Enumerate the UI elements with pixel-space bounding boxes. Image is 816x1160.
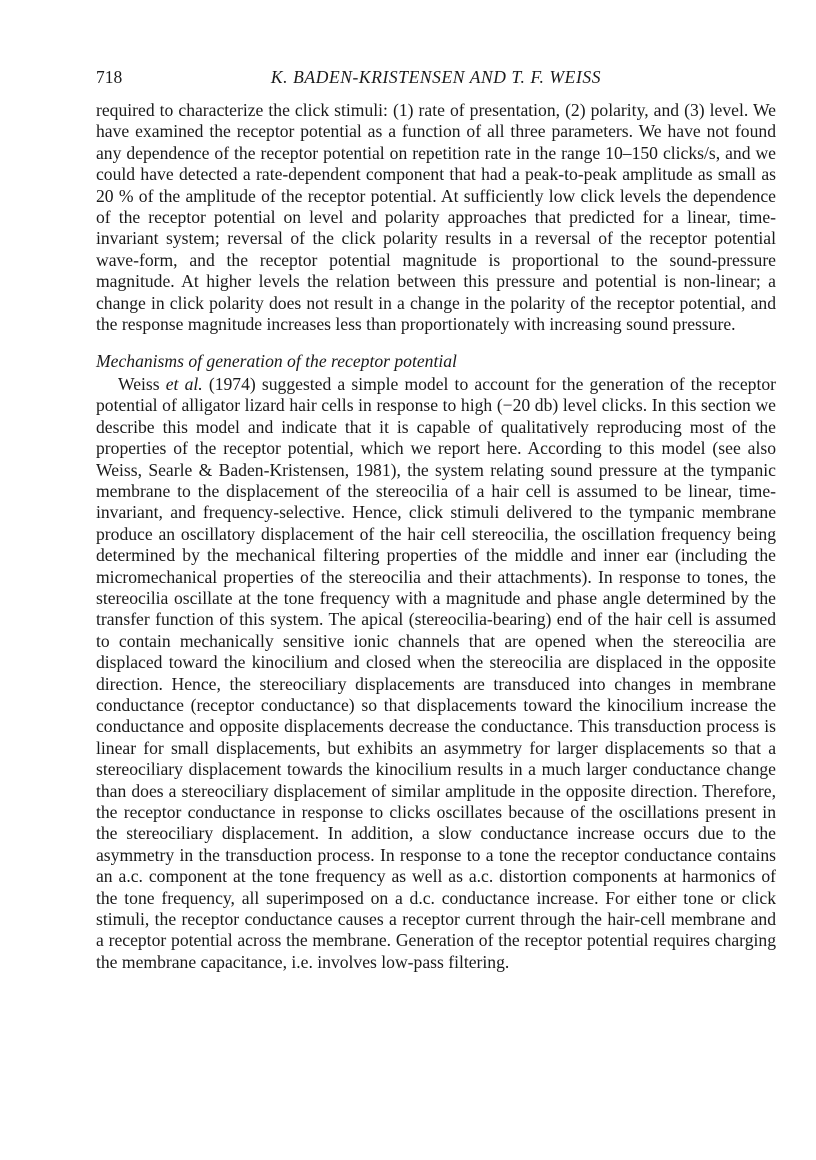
body-paragraph-2 bbox=[96, 374, 776, 973]
page bbox=[96, 62, 776, 973]
body-paragraph-2-text: (1974) suggested a simple model to account for the generation of the receptor potential of alligator lizard hair cells in response to high (−20 db) level clicks. In this section we describe this model and indicate that it is capable of qualitatively reproducing most of the properties of the receptor potential, which we report here. According to this model (see also Weiss, Searle & Baden-Kristensen, 1981), the system relating sound pressure at the tympanic membrane to the displacement of the stereocilia of a hair cell is assumed to be linear, time-invariant, and frequency-selective. Hence, click stimuli delivered to the tympanic membrane produce an oscillatory displacement of the hair cell stereocilia, the oscillation frequency being determined by the mechanical filtering properties of the middle and inner ear (including the micromechanical properties of the stereocilia and their attachments). In response to tones, the stereocilia oscillate at the tone frequency with a magnitude and phase angle determined by the transfer function of this system. The apical (stereocilia-bearing) end of the hair cell is assumed to contain mechanically sensitive ionic channels that are opened when the stereocilia are displaced toward the kinocilium and closed when the stereocilia are displaced in the opposite direction. Hence, the stereociliary displacements are transduced into changes in membrane conductance (receptor conductance) so that displacements toward the kinocilium increase the conductance and opposite displacements decrease the conductance. This transduction process is linear for small displacements, but exhibits an asymmetry for larger displacements so that a stereociliary displacement towards the kinocilium results in a much larger conductance change than does a stereociliary displacement of similar amplitude in the opposite direction. Therefore, the receptor conductance in response to clicks oscillates because of the oscillations present in the stereociliary displacement. In addition, a slow conductance increase occurs due to the asymmetry in the transduction process. In response to a tone the receptor conductance contains an a.c. component at the tone frequency as well as a.c. distortion components at harmonics of the tone frequency, all superimposed on a d.c. conductance increase. For either tone or click stimuli, the receptor conductance causes a receptor current through the hair-cell membrane and a receptor potential across the membrane. Generation of the receptor potential requires charging the membrane capacitance, i.e. involves low-pass filtering. bbox=[96, 373, 777, 972]
running-head-authors: K. BADEN-KRISTENSEN AND T. F. WEISS bbox=[270, 67, 602, 87]
page-number: 718 bbox=[96, 67, 123, 87]
section-heading: Mechanisms of generation of the receptor potential bbox=[96, 351, 457, 372]
body-paragraph-1: required to characterize the click stimuli: (1) rate of presentation, (2) polarity, and (3) level. We have examined the receptor potential as a function of all three parameters. We have not found any dependence of the receptor potential on repetition rate in the range 10–150 clicks/s, and we could have detected a rate-dependent component that had a peak-to-peak amplitude as small as 20 % of the amplitude of the receptor potential. At sufficiently low click levels the dependence of the receptor potential on level and polarity approaches that predicted for a linear, time-invariant system; reversal of the click polarity results in a reversal of the receptor potential wave-form, and the receptor potential magnitude is proportional to the sound-pressure magnitude. At higher levels the relation between this pressure and potential is non-linear; a change in click polarity does not result in a change in the polarity of the receptor potential, and the response magnitude increases less than proportionately with increasing sound pressure. bbox=[96, 100, 776, 335]
citation-etal: et al. bbox=[165, 373, 203, 394]
running-head bbox=[96, 62, 776, 92]
citation-author: Weiss bbox=[118, 373, 160, 394]
